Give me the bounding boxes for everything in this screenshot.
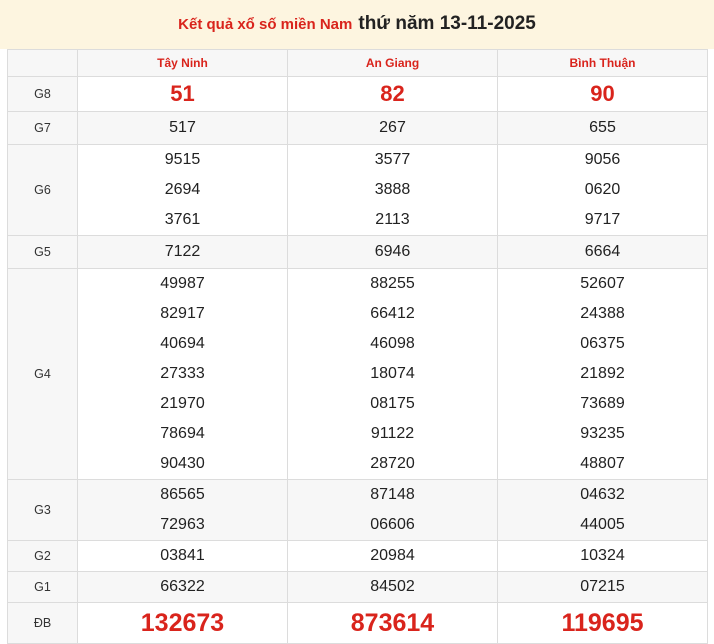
prize-cell-g7-an-giang <box>288 112 498 145</box>
number: 119695 <box>561 609 644 637</box>
number: 10324 <box>580 547 625 564</box>
number: 3577 <box>374 151 411 168</box>
number: 73689 <box>580 395 625 412</box>
prize-cell-g4-binh-thuan <box>498 269 708 480</box>
number: 48807 <box>580 455 625 472</box>
prize-cell-g6-tay-ninh <box>78 145 288 236</box>
number: 46098 <box>370 335 415 352</box>
number: 51 <box>170 81 195 106</box>
number: 3888 <box>374 181 411 198</box>
number: 40694 <box>160 335 205 352</box>
table-row <box>8 145 708 236</box>
number: 517 <box>169 119 196 136</box>
column-header-binh-thuan[interactable]: Bình Thuận <box>498 50 708 77</box>
number: 78694 <box>160 425 205 442</box>
prize-cell-g4-tay-ninh <box>78 269 288 480</box>
column-header-an-giang[interactable]: An Giang <box>288 50 498 77</box>
prize-cell-g6-an-giang <box>288 145 498 236</box>
number: 9717 <box>584 211 621 228</box>
number: 06375 <box>580 335 625 352</box>
prize-cell-g8-an-giang <box>288 77 498 112</box>
number: 3761 <box>164 211 201 228</box>
prize-cell-g4-an-giang <box>288 269 498 480</box>
number: 7122 <box>164 243 201 260</box>
number: 6664 <box>584 243 621 260</box>
number: 24388 <box>580 305 625 322</box>
table-row <box>8 603 708 644</box>
number: 52607 <box>580 275 625 292</box>
prize-cell-g6-binh-thuan <box>498 145 708 236</box>
table-body <box>8 77 708 644</box>
prize-cell-g8-tay-ninh <box>78 77 288 112</box>
table-header <box>8 50 708 77</box>
prize-cell-g5-tay-ninh <box>78 236 288 269</box>
number: 82 <box>380 81 405 106</box>
prize-label-g8: G8 <box>8 77 78 112</box>
number: 49987 <box>160 275 205 292</box>
prize-label-g6: G6 <box>8 145 78 236</box>
number: 66412 <box>370 305 415 322</box>
prize-cell-g2-binh-thuan <box>498 541 708 572</box>
prize-cell-g8-binh-thuan <box>498 77 708 112</box>
page-header <box>0 0 714 49</box>
number: 08175 <box>370 395 415 412</box>
number: 655 <box>589 119 616 136</box>
number: 2694 <box>164 181 201 198</box>
table-row <box>8 541 708 572</box>
number: 18074 <box>370 365 415 382</box>
table-row <box>8 480 708 541</box>
prize-cell-g7-tay-ninh <box>78 112 288 145</box>
table-header-row <box>8 50 708 77</box>
table-row <box>8 112 708 145</box>
number: 84502 <box>370 578 415 595</box>
number: 267 <box>379 119 406 136</box>
prize-cell-g3-tay-ninh <box>78 480 288 541</box>
number: 87148 <box>370 486 415 503</box>
prize-label-g4: G4 <box>8 269 78 480</box>
number: 21892 <box>580 365 625 382</box>
number: 90430 <box>160 455 205 472</box>
prize-cell-db-an-giang <box>288 603 498 644</box>
number: 91122 <box>370 425 415 442</box>
number: 20984 <box>370 547 415 564</box>
number: 9515 <box>164 151 201 168</box>
prize-cell-g3-binh-thuan <box>498 480 708 541</box>
number: 132673 <box>140 609 225 637</box>
prize-label-g1: G1 <box>8 572 78 603</box>
number: 9056 <box>584 151 621 168</box>
table-row <box>8 236 708 269</box>
table-row <box>8 269 708 480</box>
prize-cell-g1-tay-ninh <box>78 572 288 603</box>
prize-label-g3: G3 <box>8 480 78 541</box>
number: 07215 <box>580 578 625 595</box>
prize-cell-db-tay-ninh <box>78 603 288 644</box>
lottery-results-table <box>7 49 708 644</box>
number: 88255 <box>370 275 415 292</box>
prize-label-db: ĐB <box>8 603 78 644</box>
table-row <box>8 572 708 603</box>
number: 6946 <box>374 243 411 260</box>
number: 72963 <box>160 516 205 533</box>
number: 0620 <box>584 181 621 198</box>
result-date: thứ năm 13-11-2025 <box>358 13 536 34</box>
page-title: Kết quả xổ số miền Nam <box>178 15 353 33</box>
number: 86565 <box>160 486 205 503</box>
prize-cell-g5-binh-thuan <box>498 236 708 269</box>
number: 66322 <box>160 578 205 595</box>
prize-cell-g5-an-giang <box>288 236 498 269</box>
prize-cell-db-binh-thuan <box>498 603 708 644</box>
number: 82917 <box>160 305 205 322</box>
prize-cell-g3-an-giang <box>288 480 498 541</box>
prize-label-g7: G7 <box>8 112 78 145</box>
prize-cell-g1-an-giang <box>288 572 498 603</box>
number: 06606 <box>370 516 415 533</box>
number: 2113 <box>375 211 410 228</box>
number: 90 <box>590 81 615 106</box>
prize-cell-g2-an-giang <box>288 541 498 572</box>
table-corner-cell <box>8 50 78 77</box>
column-header-tay-ninh[interactable]: Tây Ninh <box>78 50 288 77</box>
prize-cell-g1-binh-thuan <box>498 572 708 603</box>
prize-cell-g2-tay-ninh <box>78 541 288 572</box>
number: 21970 <box>160 395 205 412</box>
prize-label-g2: G2 <box>8 541 78 572</box>
number: 28720 <box>370 455 415 472</box>
number: 873614 <box>350 609 435 637</box>
prize-cell-g7-binh-thuan <box>498 112 708 145</box>
prize-label-g5: G5 <box>8 236 78 269</box>
number: 44005 <box>580 516 625 533</box>
number: 93235 <box>580 425 625 442</box>
number: 27333 <box>160 365 205 382</box>
number: 04632 <box>580 486 625 503</box>
number: 03841 <box>160 547 205 564</box>
table-row <box>8 77 708 112</box>
